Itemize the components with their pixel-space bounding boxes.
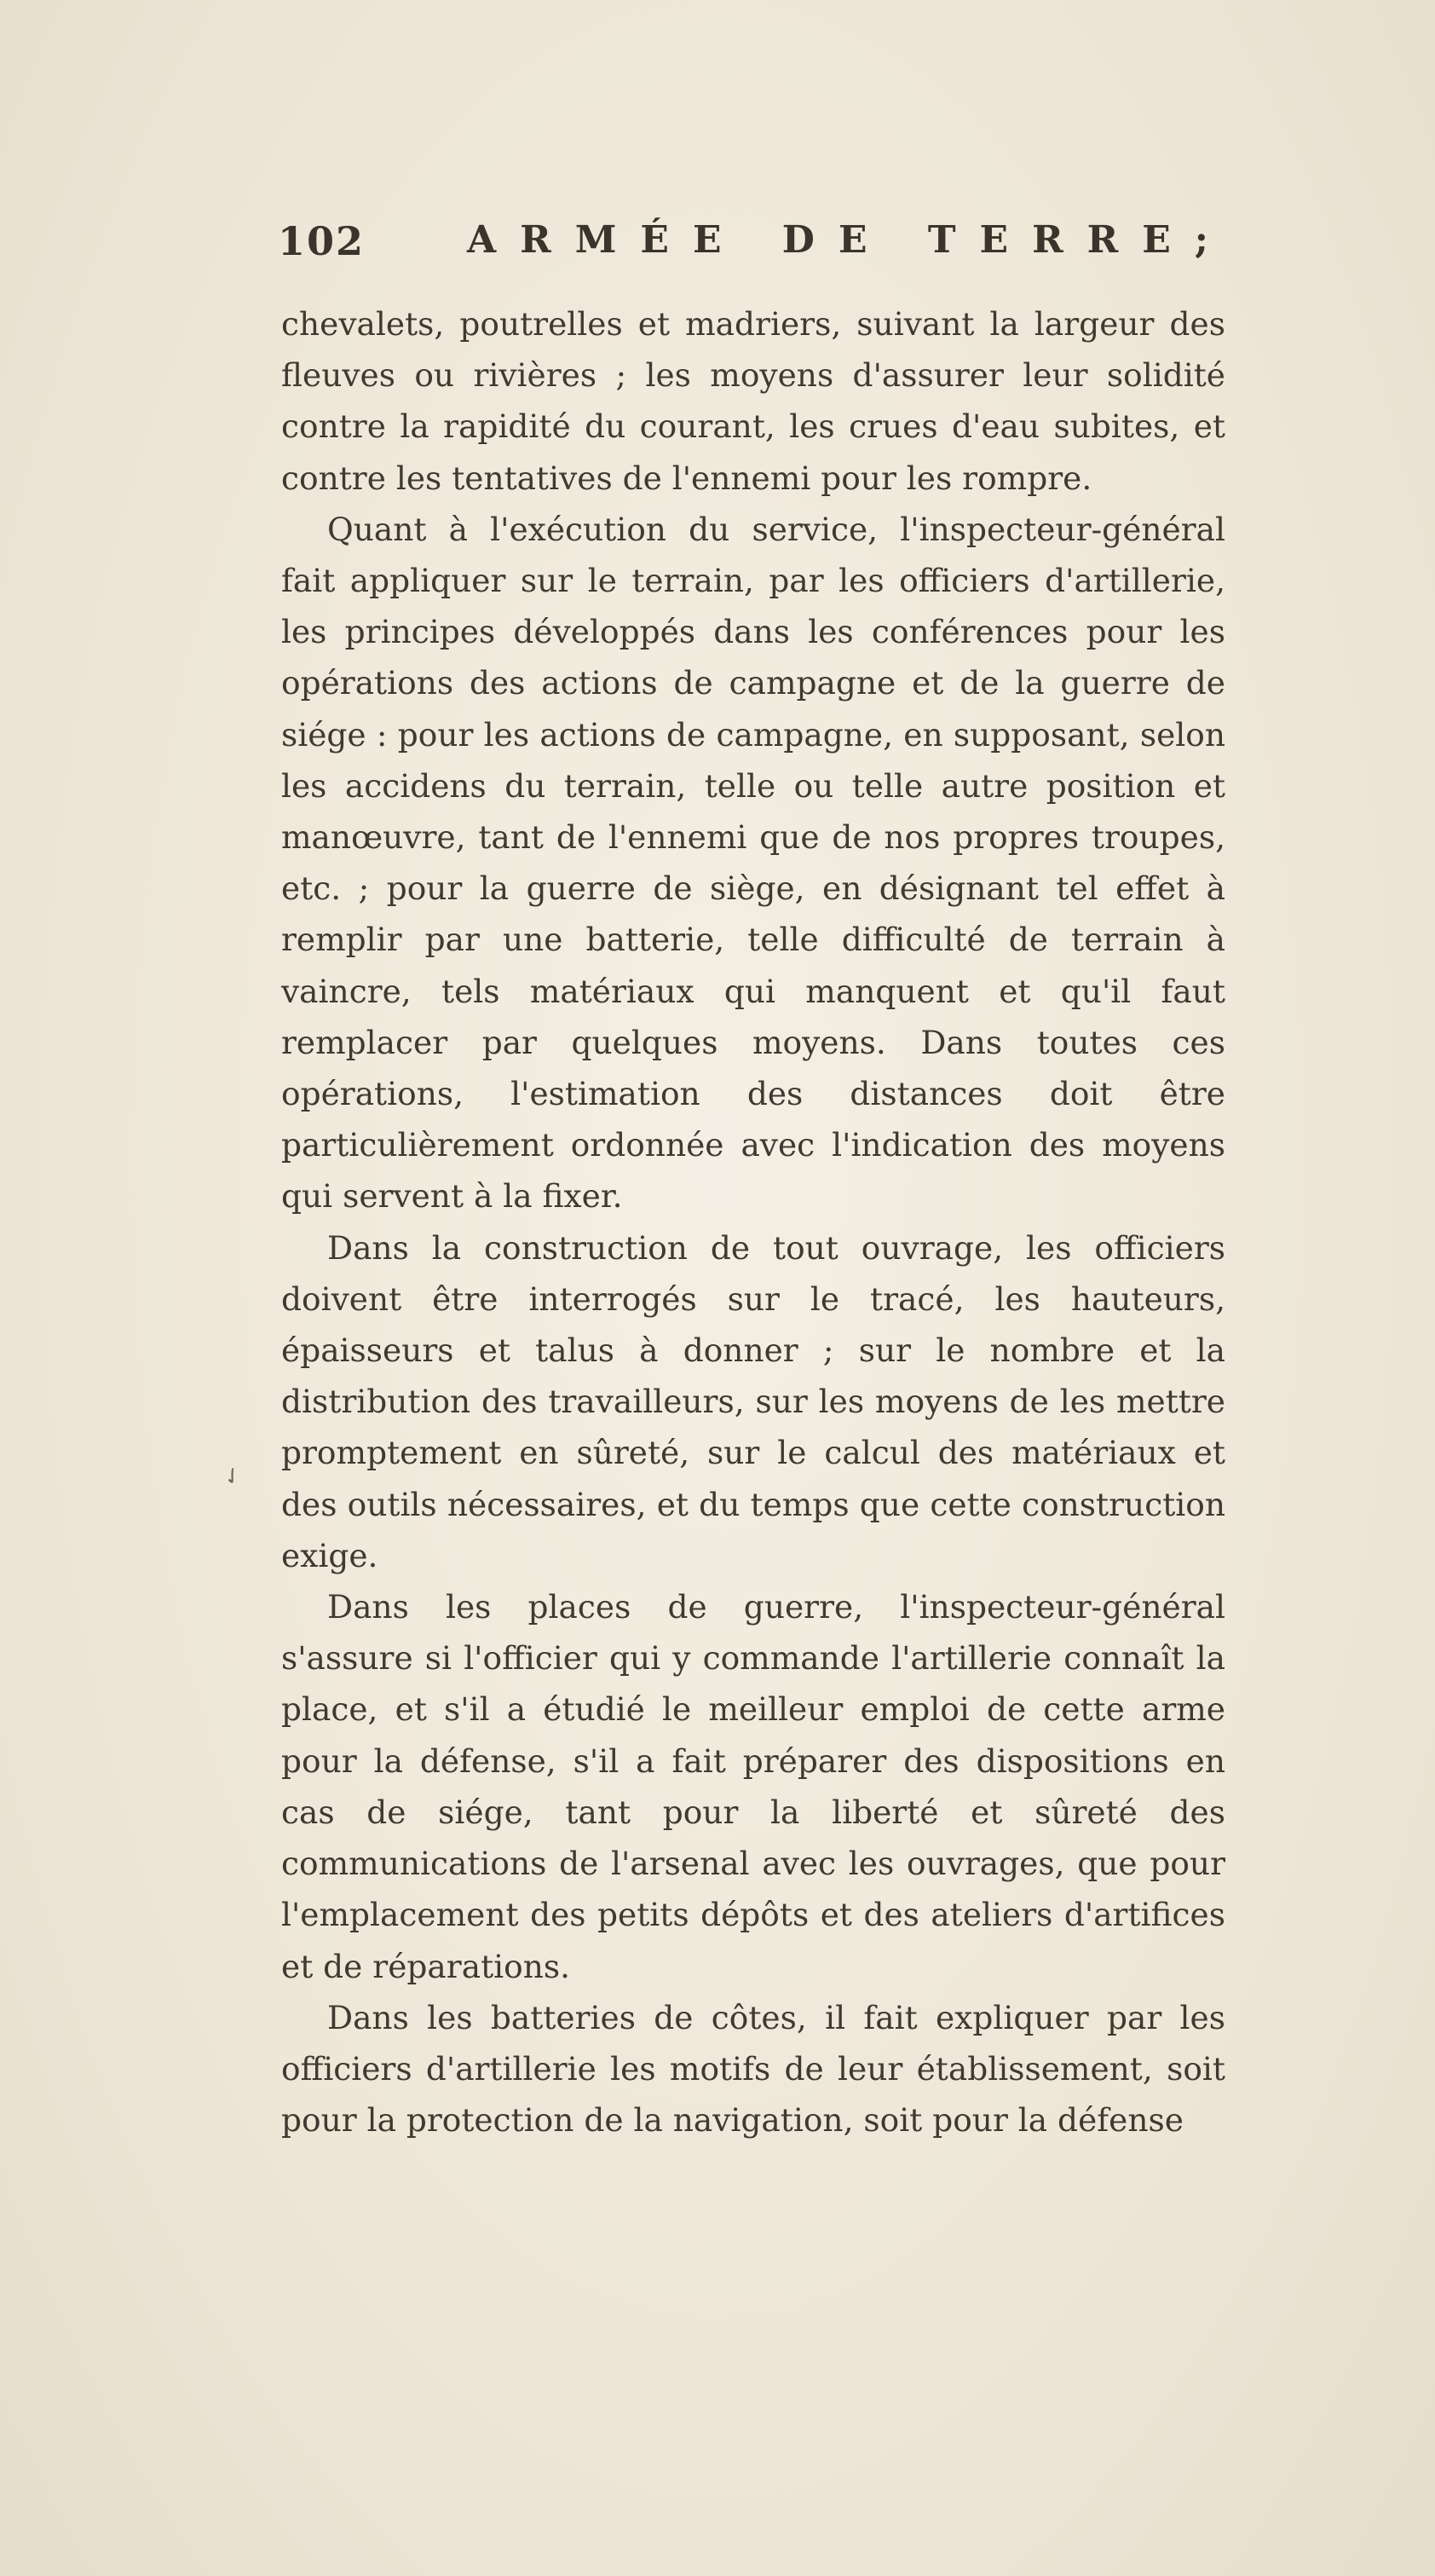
paragraph-construction: Dans la construction de tout ouvrage, les officiers doivent être interrogés sur le tracé, les hauteurs, épaisseurs et talus à donner ; sur le nombre et la distribution des travailleurs, sur les moyens de les mettre promptement en sûreté, sur le calcul des matériaux et des outils nécessaires, et du temps que cette construction exige. — [281, 1228, 1225, 1574]
page-number: 102 — [278, 218, 366, 264]
paragraph-places-de-guerre: Dans les places de guerre, l'inspecteur-général s'assure si l'officier qui y commande l'artillerie connaît la place, et s'il a étudié le meilleur emploi de cette arme pour la défense, s'il a fait préparer des dispositions en cas de siége, tant pour la liberté et sûreté des communications de l'arsenal avec les ouvrages, que pour l'emplacement des petits dépôts et des ateliers d'artifices et de réparations. — [281, 1588, 1225, 1985]
paragraph-batteries-de-cotes: Dans les batteries de côtes, il fait expliquer par les officiers d'artillerie les motifs de leur établissement, soit pour la protection de la navigation, soit pour la défense — [281, 1998, 1225, 2140]
page-header — [278, 218, 1232, 278]
paragraph-continuation: chevalets, poutrelles et madriers, suivant la largeur des fleuves ou rivières ; les moyens d'assurer leur solidité contre la rapidité du courant, les crues d'eau subites, et contre les tentatives de l'ennemi pour les rompre. — [281, 305, 1225, 497]
ink-mark-icon: ✓ — [217, 1460, 248, 1493]
paragraph-execution-service: Quant à l'exécution du service, l'inspecteur-général fait appliquer sur le terrain, par les officiers d'artillerie, les principes développés dans les conférences pour les opérations des actions de campagne et de la guerre de siége : pour les actions de campagne, en supposant, selon les accidens du terrain, telle ou telle autre position et manœuvre, tant de l'ennemi que de nos propres troupes, etc. ; pour la guerre de siège, en désignant tel effet à remplir par une batterie, telle difficulté de terrain à vaincre, tels matériaux qui manquent et qu'il faut remplacer par quelques moyens. Dans toutes ces opérations, l'estimation des distances doit être particulièrement ordonnée avec l'indication des moyens qui servent à la fixer. — [281, 510, 1225, 1216]
running-title: ARMÉE DE TERRE; — [467, 218, 1233, 262]
body-text — [281, 298, 1225, 2146]
